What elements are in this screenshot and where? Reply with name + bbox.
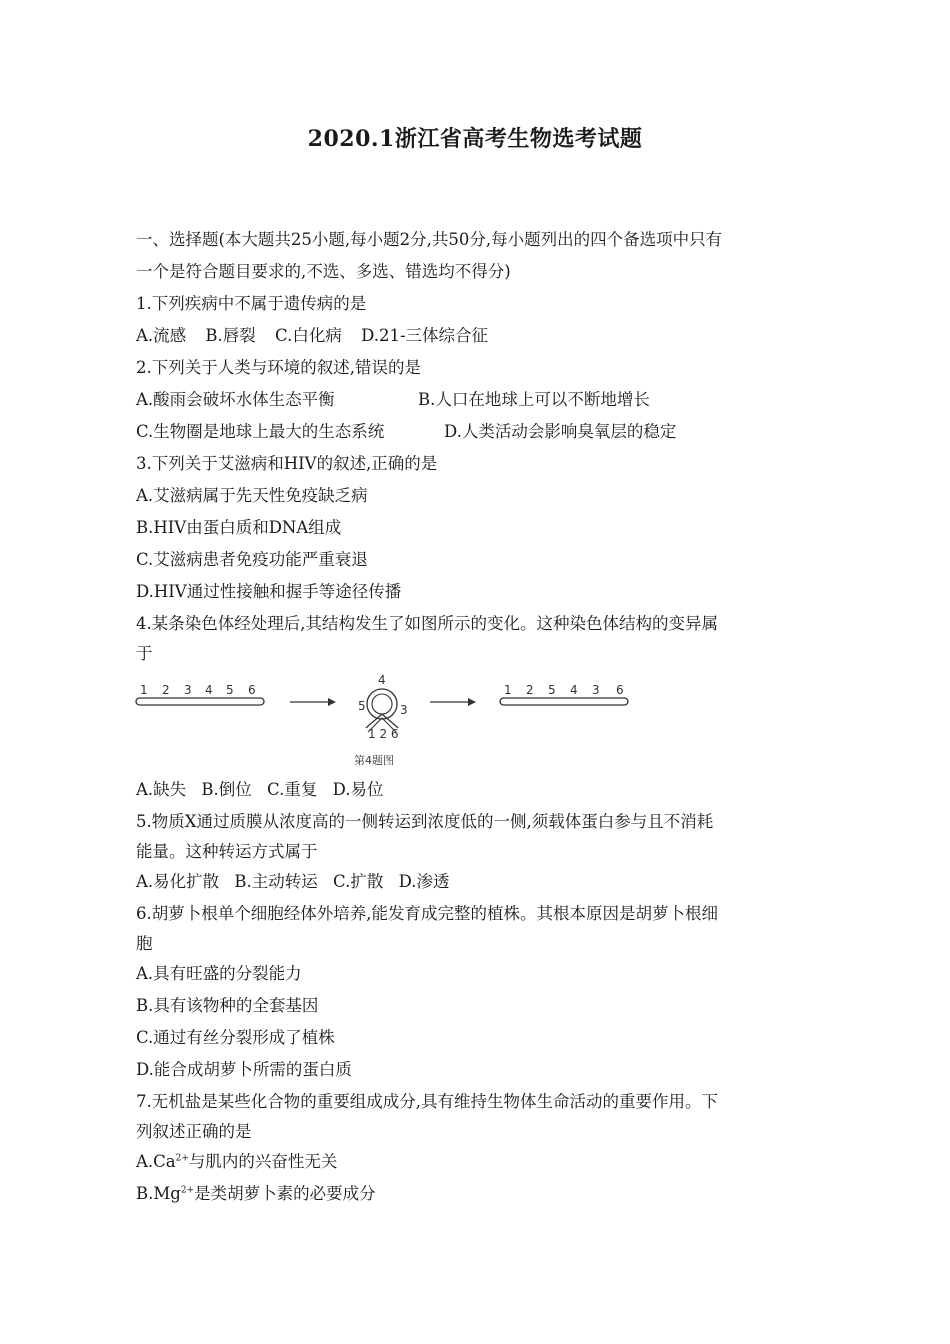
chromosome-before: [136, 683, 264, 705]
figure-caption: 第4题图: [354, 754, 394, 767]
loop-gene-left: 5: [358, 699, 366, 713]
q5-stem-line2: 能量。这种转运方式属于: [136, 842, 318, 861]
chromosome-after: [500, 683, 628, 705]
chromosome-loop: [354, 673, 408, 767]
before-gene-2: 2: [162, 683, 170, 697]
q4-option-b: B.倒位: [201, 780, 252, 799]
after-gene-2: 2: [526, 683, 534, 697]
q6-option-a: A.具有旺盛的分裂能力: [136, 964, 302, 983]
q7-option-a: [136, 1151, 337, 1173]
before-gene-3: 3: [184, 683, 192, 697]
before-gene-4: 4: [205, 683, 213, 697]
q7-option-b-text: 是类胡萝卜素的必要成分: [194, 1184, 376, 1203]
q6-option-c: C.通过有丝分裂形成了植株: [136, 1028, 335, 1047]
q2-options-row2: [136, 421, 676, 443]
arrow-2: [430, 698, 476, 706]
q5-options: [136, 871, 449, 893]
q3-option-c: C.艾滋病患者免疫功能严重衰退: [136, 550, 368, 569]
loop-gene-bottom: 1 2 6: [368, 727, 399, 741]
chromosome-bar-before: [136, 698, 264, 705]
q7-stem-line1: 7.无机盐是某些化合物的重要组成成分,具有维持生物体生命活动的重要作用。下: [136, 1092, 718, 1111]
q7-option-a-prefix: A.Ca: [136, 1152, 176, 1171]
q4-option-d: D.易位: [332, 780, 384, 799]
after-gene-6: 6: [616, 683, 624, 697]
q3-stem: 3.下列关于艾滋病和HIV的叙述,正确的是: [136, 454, 438, 473]
loop-gene-right: 3: [400, 703, 408, 717]
before-gene-6: 6: [248, 683, 256, 697]
q6-option-b: B.具有该物种的全套基因: [136, 996, 319, 1015]
q5-option-c: C.扩散: [333, 872, 384, 891]
q6-stem-line1: 6.胡萝卜根单个细胞经体外培养,能发育成完整的植株。其根本原因是胡萝卜根细: [136, 904, 718, 923]
q2-option-c: C.生物圈是地球上最大的生态系统: [136, 422, 385, 441]
q4-figure: [130, 672, 650, 772]
chromosome-diagram: [130, 672, 650, 772]
q5-stem-line1: 5.物质X通过质膜从浓度高的一侧转运到浓度低的一侧,须载体蛋白参与且不消耗: [136, 812, 714, 831]
after-gene-1: 1: [504, 683, 512, 697]
q2-stem: 2.下列关于人类与环境的叙述,错误的是: [136, 358, 421, 377]
after-gene-5: 5: [548, 683, 556, 697]
q7-stem-line2: 列叙述正确的是: [136, 1122, 252, 1141]
q5-option-d: D.渗透: [398, 872, 450, 891]
q6-option-d: D.能合成胡萝卜所需的蛋白质: [136, 1060, 352, 1079]
q2-options-row1: [136, 389, 650, 411]
section-instructions-line1: 一、选择题(本大题共25小题,每小题2分,共50分,每小题列出的四个备选项中只有: [136, 230, 723, 249]
q5-option-b: B.主动转运: [234, 872, 318, 891]
q2-option-b: B.人口在地球上可以不断地增长: [418, 390, 650, 409]
before-gene-5: 5: [226, 683, 234, 697]
q7-option-a-charge: 2+: [175, 1153, 189, 1164]
q2-option-d: D.人类活动会影响臭氧层的稳定: [444, 422, 677, 441]
q2-option-a: A.酸雨会破坏水体生态平衡: [136, 390, 335, 409]
q1-option-b: B.唇裂: [205, 326, 256, 345]
q1-stem: 1.下列疾病中不属于遗传病的是: [136, 294, 367, 313]
page-title: 2020.1浙江省高考生物选考试题: [307, 126, 643, 152]
after-gene-3: 3: [592, 683, 600, 697]
q4-option-c: C.重复: [267, 780, 318, 799]
loop-gene-top: 4: [378, 673, 386, 687]
after-gene-4: 4: [570, 683, 578, 697]
q4-options: [136, 779, 383, 801]
q1-options: [136, 325, 488, 347]
q1-option-a: A.流感: [136, 326, 187, 345]
q7-option-b-charge: 2+: [180, 1185, 195, 1196]
q6-stem-line2: 胞: [136, 934, 153, 953]
section-instructions-line2: 一个是符合题目要求的,不选、多选、错选均不得分): [136, 262, 511, 281]
chromosome-bar-after: [500, 698, 628, 705]
q1-option-c: C.白化病: [275, 326, 342, 345]
q3-option-a: A.艾滋病属于先天性免疫缺乏病: [136, 486, 368, 505]
q4-stem-line1: 4.某条染色体经处理后,其结构发生了如图所示的变化。这种染色体结构的变异属: [136, 614, 718, 633]
q3-option-b: B.HIV由蛋白质和DNA组成: [136, 518, 342, 537]
q7-option-b-prefix: B.Mg: [136, 1184, 181, 1203]
arrow-1: [290, 698, 336, 706]
q5-option-a: A.易化扩散: [136, 872, 220, 891]
q7-option-a-text: 与肌内的兴奋性无关: [188, 1152, 338, 1171]
q1-option-d: D.21-三体综合征: [361, 326, 489, 345]
q4-stem-line2: 于: [136, 644, 153, 663]
q3-option-d: D.HIV通过性接触和握手等途径传播: [136, 582, 402, 601]
before-gene-1: 1: [140, 683, 148, 697]
q7-option-b: [136, 1183, 376, 1205]
q4-option-a: A.缺失: [136, 780, 187, 799]
